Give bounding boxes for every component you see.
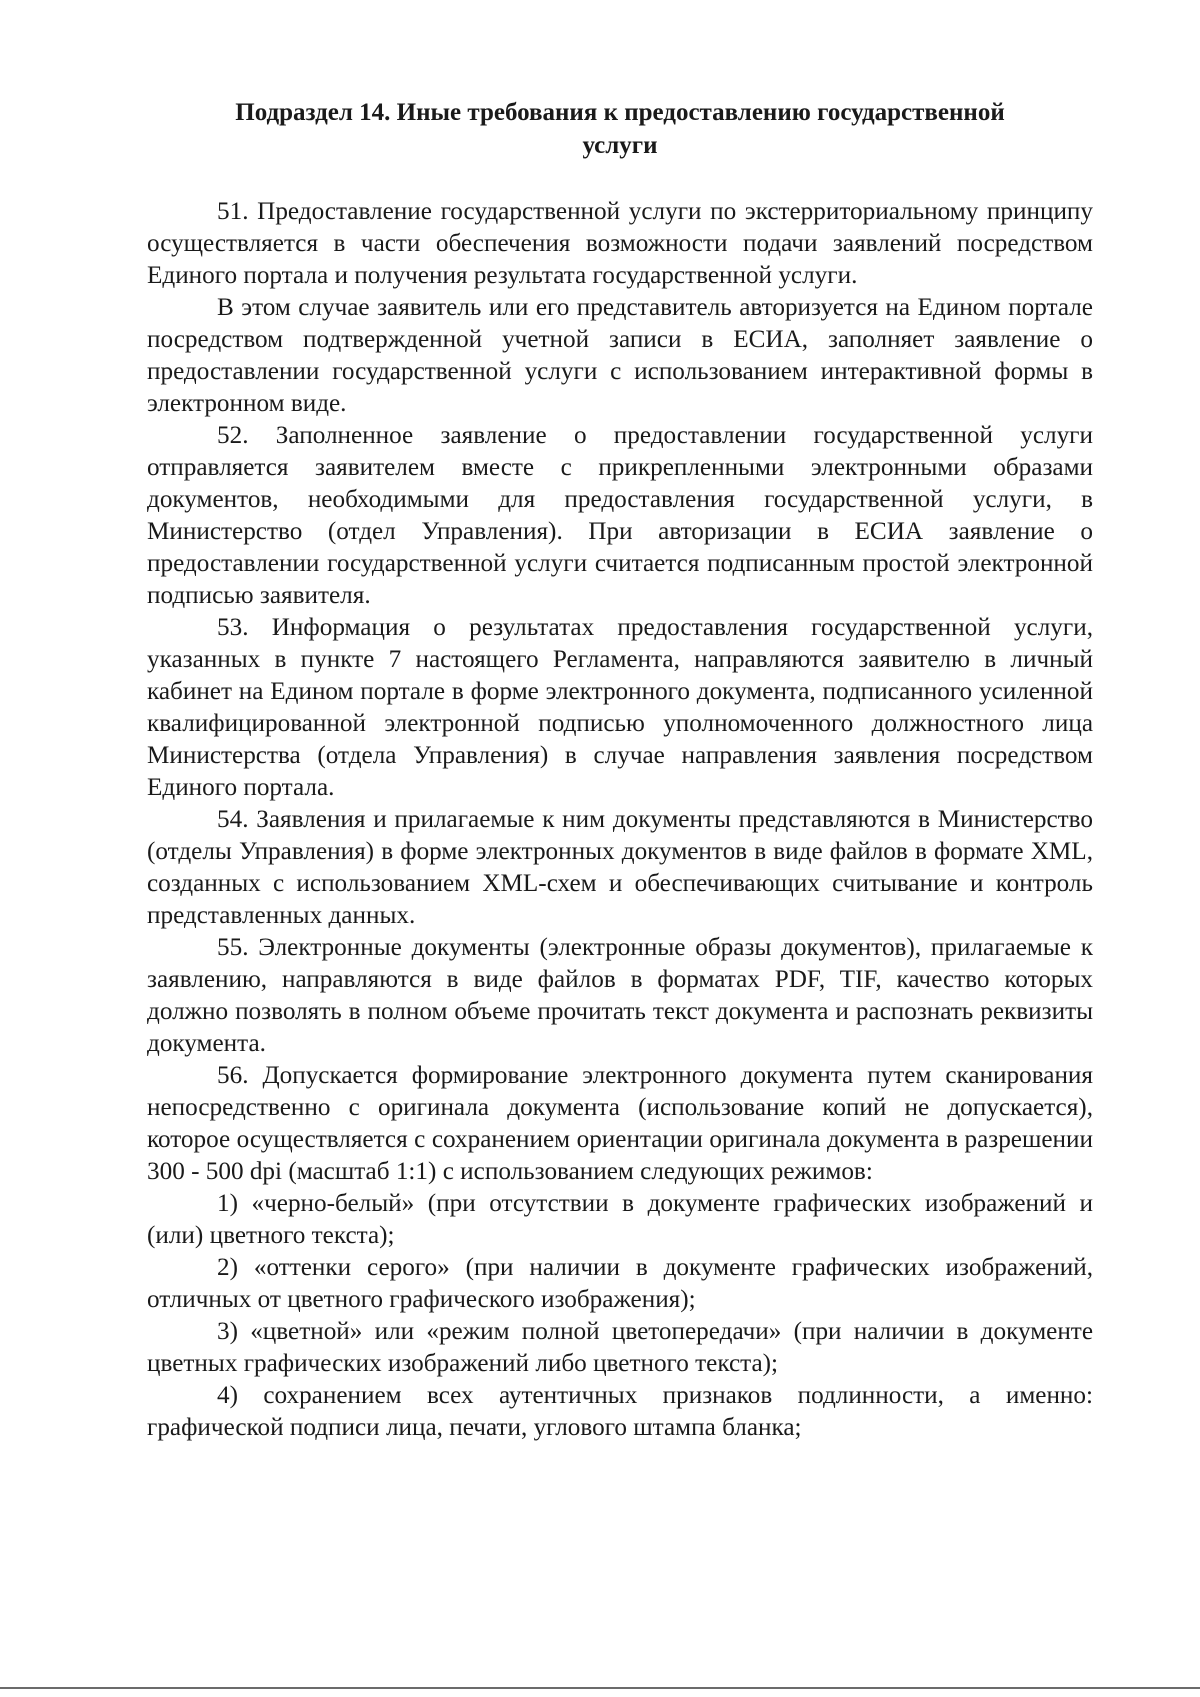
section-heading-line-1: Подраздел 14. Иные требования к предоставлению государственной (235, 99, 1005, 126)
list-item-1: 1) «черно-белый» (при отсутствии в документе графических изображений и (или) цветного текста); (147, 1190, 1093, 1249)
paragraph-54: 54. Заявления и прилагаемые к ним документы представляются в Министерство (отделы Управления) в форме электронных документов в виде файлов в формате XML, созданных с использованием XML-схем и обеспечивающих считывание и контроль представленных данных. (147, 806, 1093, 929)
list-item-3: 3) «цветной» или «режим полной цветопередачи» (при наличии в документе цветных графических изображений либо цветного текста); (147, 1318, 1093, 1377)
paragraph-52: 52. Заполненное заявление о предоставлении государственной услуги отправляется заявителем вместе с прикрепленными электронными образами документов, необходимыми для предоставления государственной услуги, в Министерство (отдел Управления). При авторизации в ЕСИА заявление о предоставлении государственной услуги считается подписанным простой электронной подписью заявителя. (147, 422, 1093, 609)
list-item-2: 2) «оттенки серого» (при наличии в документе графических изображений, отличных от цветного графического изображения); (147, 1254, 1093, 1313)
list-item-4: 4) сохранением всех аутентичных признаков подлинности, а именно: графической подписи лица, печати, углового штампа бланка; (147, 1382, 1093, 1441)
paragraph-53: 53. Информация о результатах предоставления государственной услуги, указанных в пункте 7 настоящего Регламента, направляются заявителю в личный кабинет на Едином портале в форме электронного документа, подписанного усиленной квалифицированной электронной подписью уполномоченного должностного лица Министерства (отдела Управления) в случае направления заявления посредством Единого портала. (147, 614, 1093, 801)
document-body (147, 196, 1093, 1444)
paragraph-56: 56. Допускается формирование электронного документа путем сканирования непосредственно с оригинала документа (использование копий не допускается), которое осуществляется с сохранением ориентации оригинала документа в разрешении 300 - 500 dpi (масштаб 1:1) с использованием следующих режимов: (147, 1062, 1093, 1185)
scan-bottom-edge (0, 1687, 1200, 1689)
section-heading (150, 96, 1090, 162)
paragraph-55: 55. Электронные документы (электронные образы документов), прилагаемые к заявлению, направляются в виде файлов в форматах PDF, TIF, качество которых должно позволять в полном объеме прочитать текст документа и распознать реквизиты документа. (147, 934, 1093, 1057)
section-heading-line-2: услуги (582, 132, 658, 159)
paragraph-51: 51. Предоставление государственной услуги по экстерриториальному принципу осуществляется в части обеспечения возможности подачи заявлений посредством Единого портала и получения результата государственной услуги. (147, 198, 1093, 289)
paragraph-51-continued: В этом случае заявитель или его представитель авторизуется на Едином портале посредством подтвержденной учетной записи в ЕСИА, заполняет заявление о предоставлении государственной услуги с использованием интерактивной формы в электронном виде. (147, 294, 1093, 417)
